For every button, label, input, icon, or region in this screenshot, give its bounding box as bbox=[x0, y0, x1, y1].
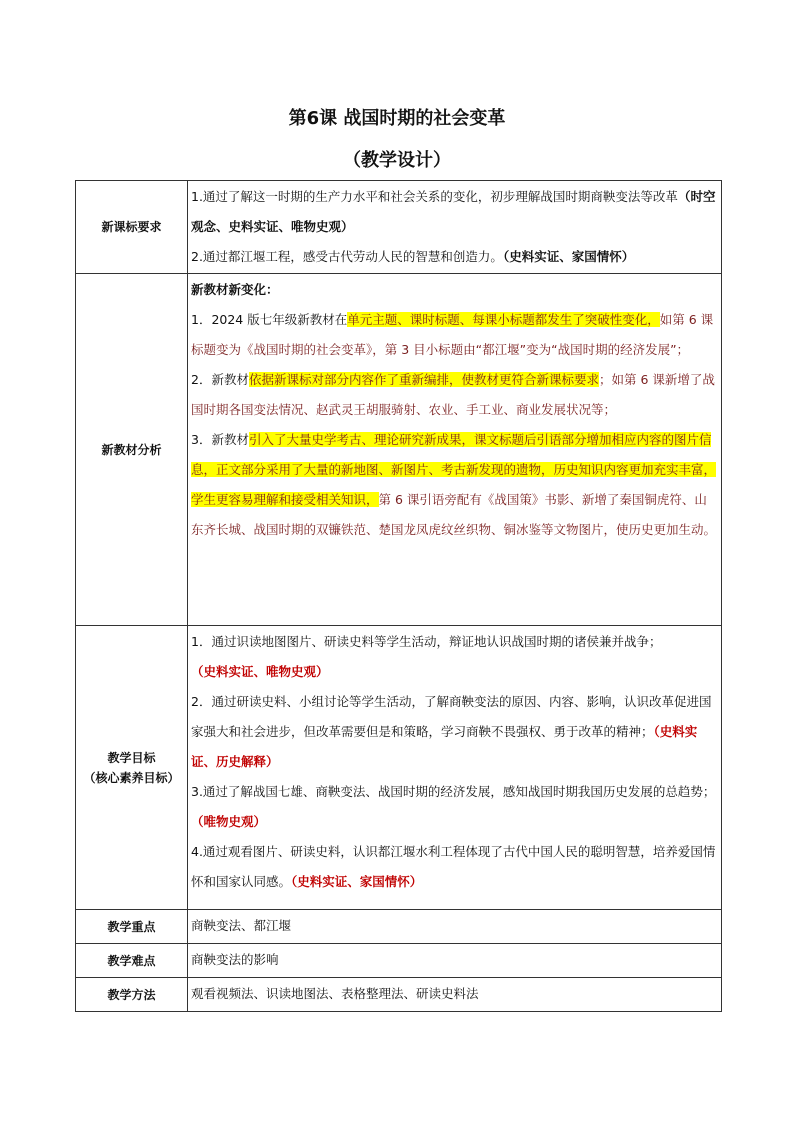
table-row bbox=[76, 978, 722, 1012]
competency-tag: （史料实证、家国情怀） bbox=[291, 874, 423, 889]
table-row bbox=[76, 910, 722, 944]
analysis-item-1: 1．2024 版七年级新教材在单元主题、课时标题、每课小标题都发生了突破性变化，如第 6 课标题变为《战国时期的社会变革》，第 3 目小标题由“都江堰”变为“战国时期的经济发展”； bbox=[191, 312, 714, 357]
row-label-methods: 教学方法 bbox=[76, 978, 188, 1012]
competency-tag: （史料实证、唯物史观） bbox=[191, 664, 329, 679]
competency-tag: （唯物史观） bbox=[191, 814, 267, 829]
key-points-value: 商鞅变法、都江堰 bbox=[188, 910, 722, 944]
difficulties-value: 商鞅变法的影响 bbox=[188, 944, 722, 978]
competency-tag: （时空观念、史料实证、唯物史观） bbox=[191, 189, 716, 234]
row-label-textbook-analysis: 新教材分析 bbox=[76, 274, 188, 626]
row-label-curriculum: 新课标要求 bbox=[76, 181, 188, 274]
analysis-item-2: 2．新教材依据新课标对部分内容作了重新编排，使教材更符合新课标要求；如第 6 课新增了战国时期各国变法情况、赵武灵王胡服骑射、农业、手工业、商业发展状况等； bbox=[191, 372, 715, 417]
objective-item-1: 1．通过识读地图图片、研读史料等学生活动，辩证地认识战国时期的诸侯兼并战争； （史料实证、唯物史观） bbox=[191, 634, 662, 679]
analysis-item-3: 3．新教材引入了大量史学考古、理论研究新成果，课文标题后引语部分增加相应内容的图片信息，正文部分采用了大量的新地图、新图片、考古新发现的遗物，历史知识内容更加充实丰富，学生更容易理解和接受相关知识，第 6 课引语旁配有《战国策》书影、新增了秦国铜虎符、山东齐长城、战国时期的双镰铁范、楚国龙凤虎纹丝织物、铜冰鉴等文物图片，使历史更加生动。 bbox=[191, 432, 717, 537]
curriculum-item-1: 1.通过了解这一时期的生产力水平和社会关系的变化，初步理解战国时期商鞅变法等改革（时空观念、史料实证、唯物史观） bbox=[191, 189, 716, 234]
objective-item-3: 3.通过了解战国七雄、商鞅变法、战国时期的经济发展，感知战国时期我国历史发展的总趋势；（唯物史观） bbox=[191, 784, 716, 829]
row-label-objectives: 教学目标 （核心素养目标） bbox=[76, 626, 188, 910]
competency-tag: （史料实证、历史解释） bbox=[191, 724, 698, 769]
analysis-heading: 新教材新变化： bbox=[191, 282, 279, 297]
objectives-content bbox=[188, 626, 722, 910]
table-row bbox=[76, 181, 722, 274]
curriculum-content bbox=[188, 181, 722, 274]
textbook-analysis-content bbox=[188, 274, 722, 626]
page-subtitle: （教学设计） bbox=[343, 150, 451, 171]
lesson-plan-table bbox=[75, 180, 722, 1012]
methods-value: 观看视频法、识读地图法、表格整理法、研读史料法 bbox=[188, 978, 722, 1012]
objective-item-2: 2．通过研读史料、小组讨论等学生活动，了解商鞅变法的原因、内容、影响，认识改革促进国家强大和社会进步，但改革需要但是和策略，学习商鞅不畏强权、勇于改革的精神；（史料实证、历史解释） bbox=[191, 694, 712, 769]
curriculum-item-2: 2.通过都江堰工程，感受古代劳动人民的智慧和创造力。（史料实证、家国情怀） bbox=[191, 249, 635, 264]
table-row bbox=[76, 626, 722, 910]
objective-item-4: 4.通过观看图片、研读史料，认识都江堰水利工程体现了古代中国人民的聪明智慧，培养爱国情怀和国家认同感。（史料实证、家国情怀） bbox=[191, 844, 716, 889]
row-label-difficulties: 教学难点 bbox=[76, 944, 188, 978]
page-title: 第6课 战国时期的社会变革 bbox=[288, 108, 506, 129]
competency-tag: （史料实证、家国情怀） bbox=[502, 249, 635, 264]
table-row bbox=[76, 274, 722, 626]
table-row bbox=[76, 944, 722, 978]
row-label-key-points: 教学重点 bbox=[76, 910, 188, 944]
